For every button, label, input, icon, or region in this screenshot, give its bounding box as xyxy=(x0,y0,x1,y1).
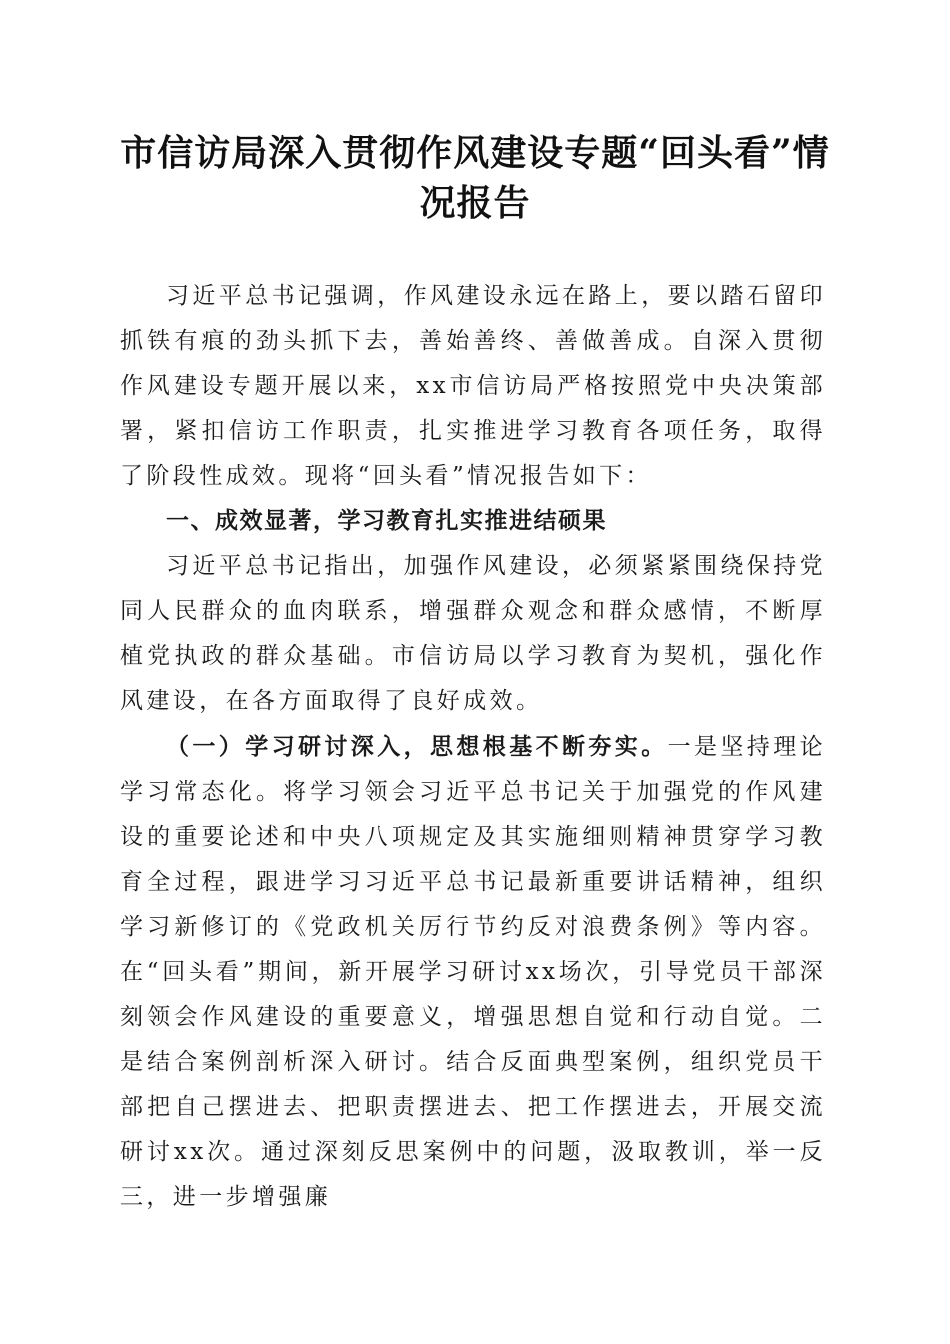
intro-paragraph: 习近平总书记强调，作风建设永远在路上，要以踏石留印抓铁有痕的劲头抓下去，善始善终、善做善成。自深入贯彻作风建设专题开展以来，xx市信访局严格按照党中央决策部署，紧扣信访工作职责，扎实推进学习教育各项任务，取得了阶段性成效。现将“回头看”情况报告如下： xyxy=(120,283,826,489)
document-title: 市信访局深入贯彻作风建设专题“回头看”情况报告 xyxy=(120,132,830,224)
subsection-1-lead: （一）学习研讨深入，思想根基不断夯实。 xyxy=(166,733,668,760)
section-heading-1: 一、成效显著，学习教育扎实推进结硕果 xyxy=(166,508,607,534)
document-body xyxy=(120,274,826,1220)
subsection-1-text: 一是坚持理论学习常态化。将学习领会习近平总书记关于加强党的作风建设的重要论述和中央八项规定及其实施细则精神贯穿学习教育全过程，跟进学习习近平总书记最新重要讲话精神，组织学习新修订的《党政机关厉行节约反对浪费条例》等内容。在“回头看”期间，新开展学习研讨xx场次，引导党员干部深刻领会作风建设的重要意义，增强思想自觉和行动自觉。二是结合案例剖析深入研讨。结合反面典型案例，组织党员干部把自己摆进去、把职责摆进去、把工作摆进去，开展交流研讨xx次。通过深刻反思案例中的问题，汲取教训，举一反三，进一步增强廉 xyxy=(120,734,827,1210)
subsection-1-paragraph xyxy=(120,724,826,1220)
section-1-paragraph: 习近平总书记指出，加强作风建设，必须紧紧围绕保持党同人民群众的血肉联系，增强群众观念和群众感情，不断厚植党执政的群众基础。市信访局以学习教育为契机，强化作风建设，在各方面取得了良好成效。 xyxy=(120,553,826,714)
